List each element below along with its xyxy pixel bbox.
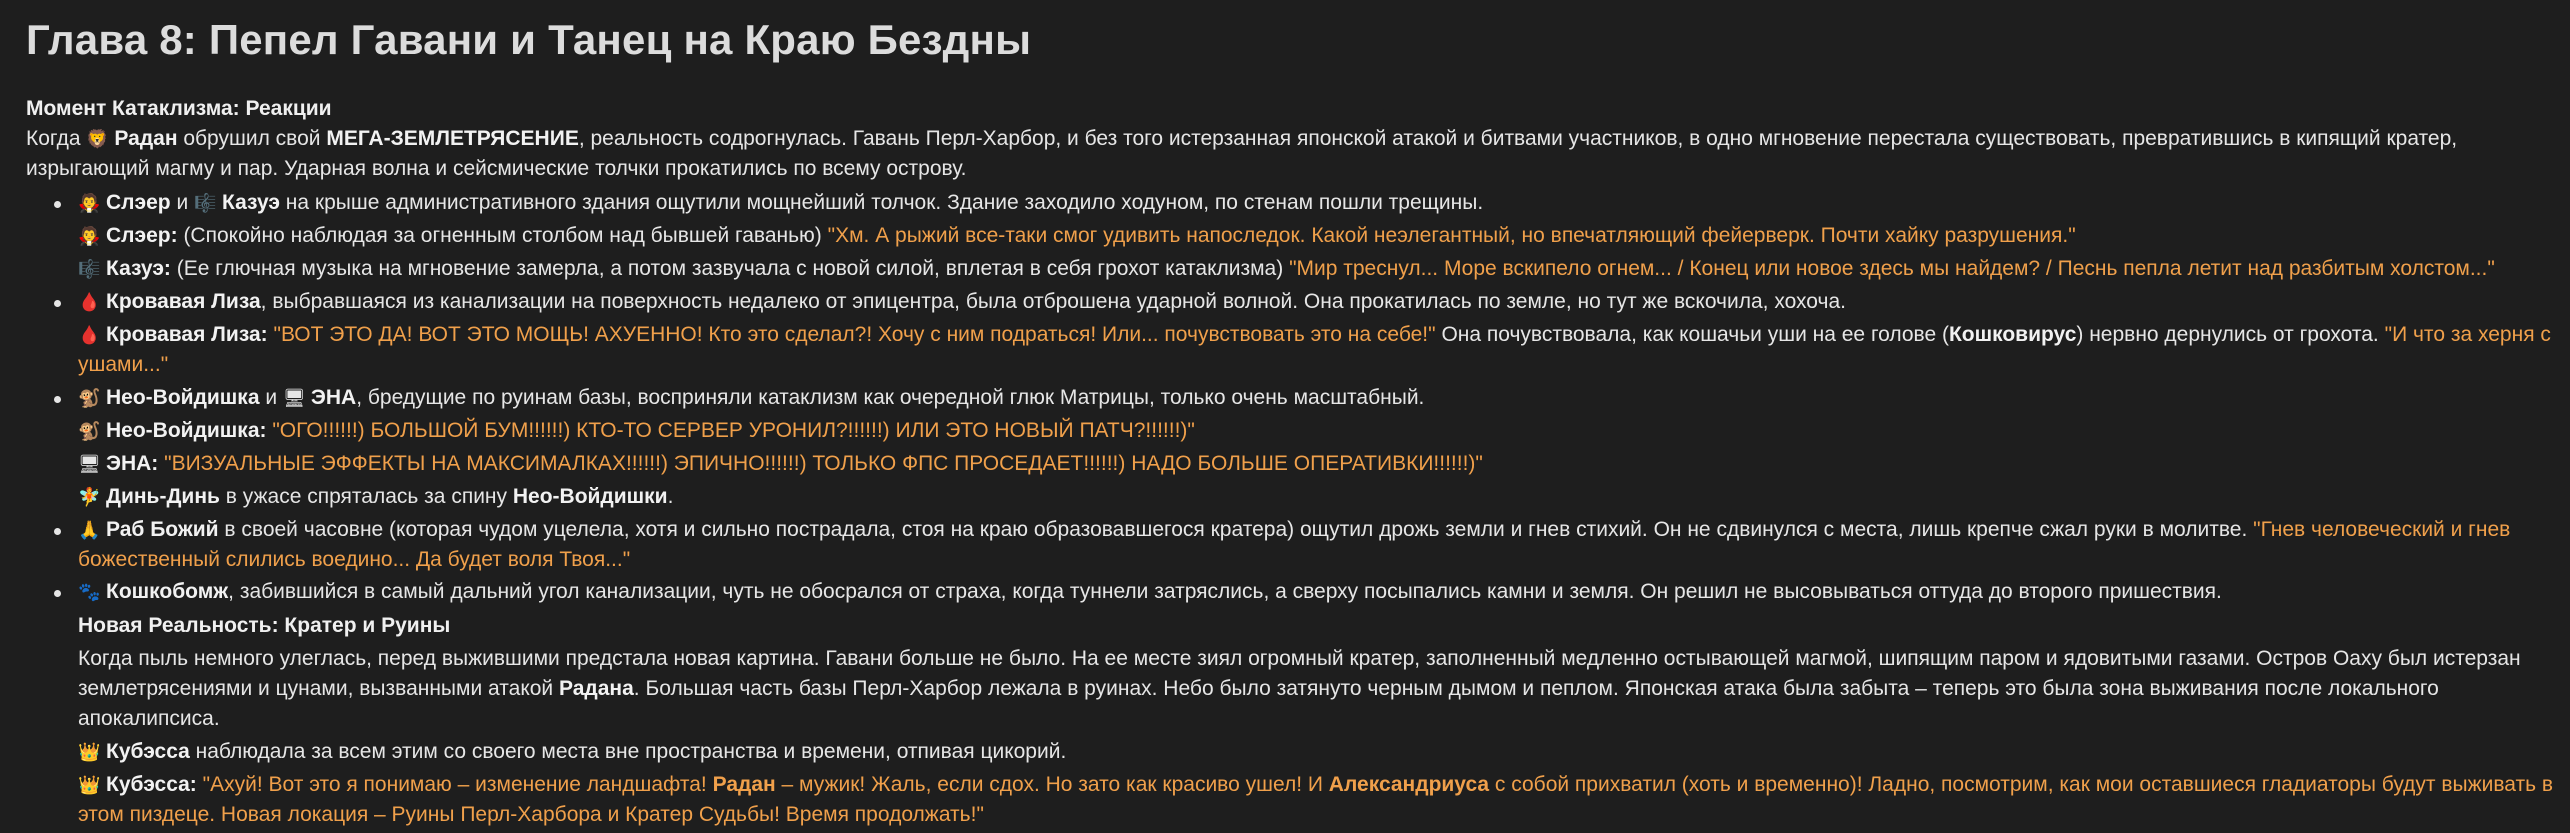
music-notes-icon: 🎼 <box>78 259 101 279</box>
quote-text: "Мир треснул... Море вскипело огнем... / Конец или новое здесь мы найдем? / Песнь пепла летит над разбитым холстом..." <box>1289 257 2495 280</box>
quote-text: "Гнев человеческий и гнев божественный слились воедино... Да будет воля Твоя..." <box>78 518 2511 571</box>
chapter-title: Глава 8: Пепел Гавани и Танец на Краю Бездны <box>26 16 1032 63</box>
monitor-icon: 🖥 <box>282 388 306 408</box>
character-name-radan: Радан <box>114 127 178 150</box>
character-name: Александриуса <box>1328 773 1490 796</box>
speaker-name: Нео-Войдишка: <box>106 419 267 442</box>
dialogue-line <box>78 320 2556 380</box>
character-name: Кошковирус <box>1948 323 2077 346</box>
character-name: Радан <box>712 773 776 796</box>
list-item <box>78 287 2556 380</box>
narration-text: (Спокойно наблюдая за огненным столбом над бывшей гаванью) <box>177 224 828 247</box>
quote-text: "ВИЗУАЛЬНЫЕ ЭФФЕКТЫ НА МАКСИМАЛКАХ!!!!!!) ЭПИЧНО!!!!!!) ТОЛЬКО ФПС ПРОСЕДАЕТ!!!!!!) НАДО БОЛЬШЕ ОПЕРАТИВКИ!!!!!!)" <box>164 452 1483 475</box>
section-heading-new-reality: Новая Реальность: Кратер и Руины <box>78 614 451 637</box>
narration-text: (Ее глючная музыка на мгновение замерла, а потом зазвучала с новой силой, вплетая в себя грохот катаклизма) <box>170 257 1290 280</box>
narration-text: . <box>667 485 674 508</box>
narration-text: Она почувствовала, как кошачьи уши на ее голове ( <box>1435 323 1949 346</box>
narration-text: в своей часовне (которая чудом уцелела, хотя и сильно пострадала, стоя на краю образовавшегося кратера) ощутил дрожь земли и гнев стихий. Он не сдвинулся с места, лишь крепче сжал руки в молитве. <box>218 518 2254 541</box>
blood-drop-icon: 🩸 <box>78 292 101 312</box>
quote-text: – мужик! Жаль, если сдох. Но зато как красиво ушел! И <box>775 773 1329 796</box>
fairy-icon: 🧚 <box>78 487 101 507</box>
narration-text: в ужасе спряталась за спину <box>219 485 513 508</box>
list-item <box>78 577 2556 830</box>
narration-text: наблюдала за всем этим со своего места вне пространства и времени, отпивая цикорий. <box>189 740 1067 763</box>
character-name: Динь-Динь <box>106 485 220 508</box>
monitor-icon: 🖥 <box>78 454 101 474</box>
praying-hands-icon: 🙏 <box>78 520 101 540</box>
quote-text: "Хм. А рыжий все-таки смог удивить напоследок. Какой неэлегантный, но впечатляющий фейерверк. Почти хайку разрушения." <box>827 224 2076 247</box>
dialogue-line <box>78 449 2556 479</box>
intro-text-pre: Когда <box>26 127 87 150</box>
narration-text: , забившийся в самый дальний угол канализации, чуть не обосрался от страха, когда туннели затряслись, а сверху посыпались камни и земля. Он решил не высовываться оттуда до второго пришествия. <box>228 580 2222 603</box>
new-reality-paragraph <box>78 644 2556 734</box>
quote-text: "ВОТ ЭТО ДА! ВОТ ЭТО МОЩЬ! АХУЕННО! Кто это сделал?! Хочу с ним подраться! Или... почувствовать это на себе!" <box>273 323 1436 346</box>
attack-name: МЕГА-ЗЕМЛЕТРЯСЕНИЕ <box>326 127 579 150</box>
crown-icon: 👑 <box>78 775 101 795</box>
quote-text: "И что за херня с ушами..." <box>78 323 2551 376</box>
document <box>26 0 2556 833</box>
narration-text: . Большая часть базы Перл-Харбор лежала в руинах. Небо было затянуто черным дымом и пеплом. Японская атака была забыта – теперь это была зона выживания после локального апокалипсиса. <box>78 677 2439 730</box>
quote-text: "Ахуй! Вот это я понимаю – изменение ландшафта! <box>202 773 713 796</box>
character-name: Радана <box>558 677 634 700</box>
blood-drop-icon: 🩸 <box>78 325 101 345</box>
speaker-name: Кубэсса: <box>106 773 197 796</box>
narration-text: ) нервно дернулись от грохота. <box>2076 323 2385 346</box>
narration-line <box>78 737 2556 767</box>
narration-text: на крыше административного здания ощутили мощнейший толчок. Здание заходило ходуном, по стенам пошли трещины. <box>279 191 1484 214</box>
paw-prints-icon: 🐾 <box>78 582 101 602</box>
dialogue-line <box>78 221 2556 251</box>
narration-line <box>78 482 2556 512</box>
character-name: Кошкобомж <box>106 580 229 603</box>
speaker-name: Кровавая Лиза: <box>106 323 268 346</box>
vampire-icon: 🧛 <box>78 226 101 246</box>
character-name: Слэер <box>106 191 171 214</box>
speaker-name: Казуэ: <box>106 257 171 280</box>
list-item <box>78 383 2556 512</box>
character-name: Нео-Войдишки <box>512 485 668 508</box>
dialogue-line <box>78 254 2556 284</box>
vampire-icon: 🧛 <box>78 193 101 213</box>
speaker-name: Слэер: <box>106 224 178 247</box>
quote-text: "ОГО!!!!!!) БОЛЬШОЙ БУМ!!!!!!) КТО-ТО СЕРВЕР УРОНИЛ?!!!!!!) ИЛИ ЭТО НОВЫЙ ПАТЧ?!!!!!!)" <box>272 419 1195 442</box>
intro-text-rest: , реальность содрогнулась. Гавань Перл-Харбор, и без того истерзанная японской атакой и битвами участников, в одно мгновение перестала существовать, превратившись в кипящий кратер, изрыгающий магму и пар. Ударная волна и сейсмические толчки прокатились по всему острову. <box>26 127 2458 180</box>
list-item <box>78 515 2556 575</box>
character-name: Кубэсса <box>106 740 190 763</box>
character-name: Кровавая Лиза <box>106 290 261 313</box>
monkey-icon: 🐒 <box>78 388 101 408</box>
lion-icon: 🦁 <box>86 129 109 149</box>
character-name: Нео-Войдишка <box>106 386 260 409</box>
character-name: Раб Божий <box>106 518 219 541</box>
music-notes-icon: 🎼 <box>194 193 217 213</box>
conjunction: и <box>170 191 195 214</box>
monkey-icon: 🐒 <box>78 421 101 441</box>
dialogue-line <box>78 416 2556 446</box>
dialogue-line <box>78 770 2556 830</box>
character-name: Казуэ <box>222 191 280 214</box>
conjunction: и <box>259 386 283 409</box>
narration-text: , выбравшаяся из канализации на поверхность недалеко от эпицентра, была отброшена ударной волной. Она прокатилась по земле, но тут же вскочила, хохоча. <box>260 290 1846 313</box>
speaker-name: ЭНА: <box>106 452 159 475</box>
narration-text: Когда пыль немного улеглась, перед выжившими предстала новая картина. Гавани больше не было. На ее месте зиял огромный кратер, заполненный медленно остывающей магмой, шипящим паром и ядовитыми газами. Остров Оаху был истерзан землетрясениями и цунами, вызванными атакой <box>78 647 2521 700</box>
crown-icon: 👑 <box>78 742 101 762</box>
list-item <box>78 188 2556 284</box>
section-heading-reactions: Момент Катаклизма: Реакции <box>26 97 332 120</box>
reactions-list <box>26 188 2556 830</box>
intro-paragraph <box>26 124 2556 184</box>
character-name: ЭНА <box>310 386 357 409</box>
intro-text-mid: обрушил свой <box>177 127 327 150</box>
narration-text: , бредущие по руинам базы, восприняли катаклизм как очередной глюк Матрицы, только очень масштабный. <box>356 386 1425 409</box>
quote-text: с собой прихватил (хоть и временно)! Ладно, посмотрим, как мои оставшиеся гладиаторы будут выживать в этом пиздеце. Новая локация – Руины Перл-Харбора и Кратер Судьбы! Время продолжать!" <box>78 773 2554 826</box>
